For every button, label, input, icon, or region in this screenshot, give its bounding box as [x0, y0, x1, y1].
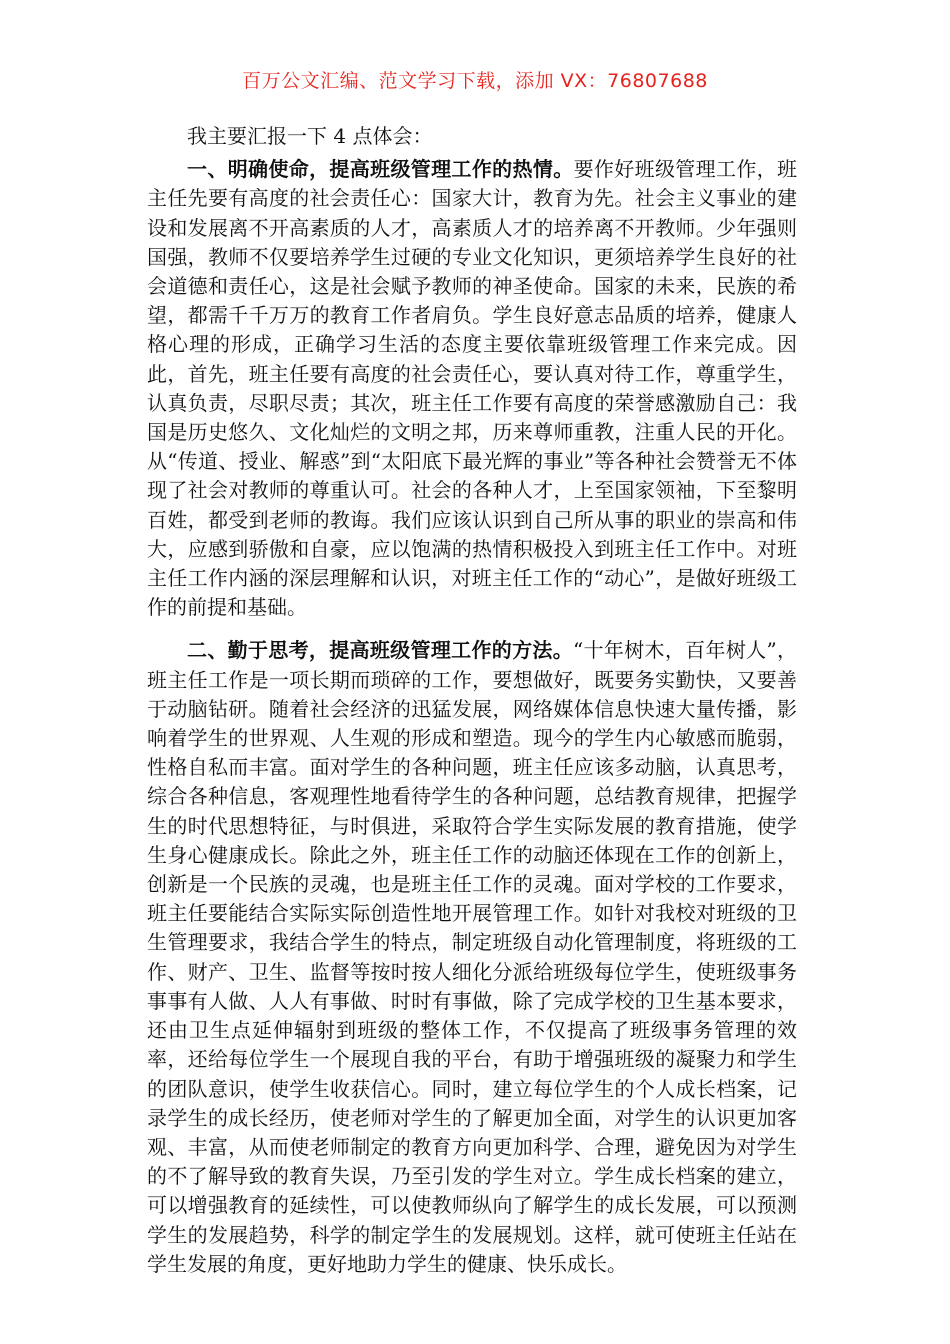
intro-paragraph: 我主要汇报一下 4 点体会：	[187, 124, 433, 148]
section-1-body: 要作好班级管理工作，班主任先要有高度的社会责任心：国家大计，教育为先。社会主义事业的建设和发展离不开高素质的人才，高素质人才的培养离不开教师。少年强则国强，教师不仅要培养学生过硬的专业文化知识，更须培养学生良好的社会道德和责任心，这是社会赋予教师的神圣使命。国家的未来，民族的希望，都需千千万万的教育工作者肩负。学生良好意志品质的培养，健康人格心理的形成，正确学习生活的态度主要依靠班级管理工作来完成。因此，首先，班主任要有高度的社会责任心，要认真对待工作，尊重学生，认真负责，尽职尽责；其次，班主任工作要有高度的荣誉感激励自己：我国是历史悠久、文化灿烂的文明之邦，历来尊师重教，注重人民的开化。从“传道、授业、解惑”到“太阳底下最光辉的事业”等各种社会赞誉无不体现了社会对教师的尊重认可。社会的各种人才，上至国家领袖，下至黎明百姓，都受到老师的教诲。我们应该认识到自己所从事的职业的崇高和伟大，应感到骄傲和自豪，应以饱满的热情积极投入到班主任工作中。对班主任工作内涵的深层理解和认识，对班主任工作的“动心”，是做好班级工作的前提和基础。	[147, 157, 798, 620]
section-2-paragraph	[147, 636, 797, 1278]
header-banner: 百万公文汇编、范文学习下载，添加 VX：76807688	[242, 70, 708, 92]
section-2-body: “十年树木，百年树人”，班主任工作是一项长期而琐碎的工作，要想做好，既要务实勤快，又要善于动脑钻研。随着社会经济的迅猛发展，网络媒体信息快速大量传播，影响着学生的世界观、人生观的形成和塑造。现今的学生内心敏感而脆弱，性格自私而丰富。面对学生的各种问题，班主任应该多动脑，认真思考，综合各种信息，客观理性地看待学生的各种问题，总结教育规律，把握学生的时代思想特征，与时俱进，采取符合学生实际发展的教育措施，使学生身心健康成长。除此之外，班主任工作的动脑还体现在工作的创新上，创新是一个民族的灵魂，也是班主任工作的灵魂。面对学校的工作要求，班主任要能结合实际实际创造性地开展管理工作。如针对我校对班级的卫生管理要求，我结合学生的特点，制定班级自动化管理制度，将班级的工作、财产、卫生、监督等按时按人细化分派给班级每位学生，使班级事务事事有人做、人人有事做、时时有事做，除了完成学校的卫生基本要求，还由卫生点延伸辐射到班级的整体工作，不仅提高了班级事务管理的效率，还给每位学生一个展现自我的平台，有助于增强班级的凝聚力和学生的团队意识，使学生收获信心。同时，建立每位学生的个人成长档案，记录学生的成长经历，使老师对学生的了解更加全面，对学生的认识更加客观、丰富，从而使老师制定的教育方向更加科学、合理，避免因为对学生的不了解导致的教育失误，乃至引发的学生对立。学生成长档案的建立，可以增强教育的延续性，可以使教师纵向了解学生的成长发展，可以预测学生的发展趋势，科学的制定学生的发展规划。这样，就可使班主任站在学生发展的角度，更好地助力学生的健康、快乐成长。	[147, 638, 797, 1276]
section-1-paragraph	[147, 155, 797, 622]
document-body	[147, 122, 797, 1279]
section-2-heading: 二、勤于思考，提高班级管理工作的方法。	[187, 638, 574, 663]
section-1-heading: 一、明确使命，提高班级管理工作的热情。	[187, 157, 574, 182]
